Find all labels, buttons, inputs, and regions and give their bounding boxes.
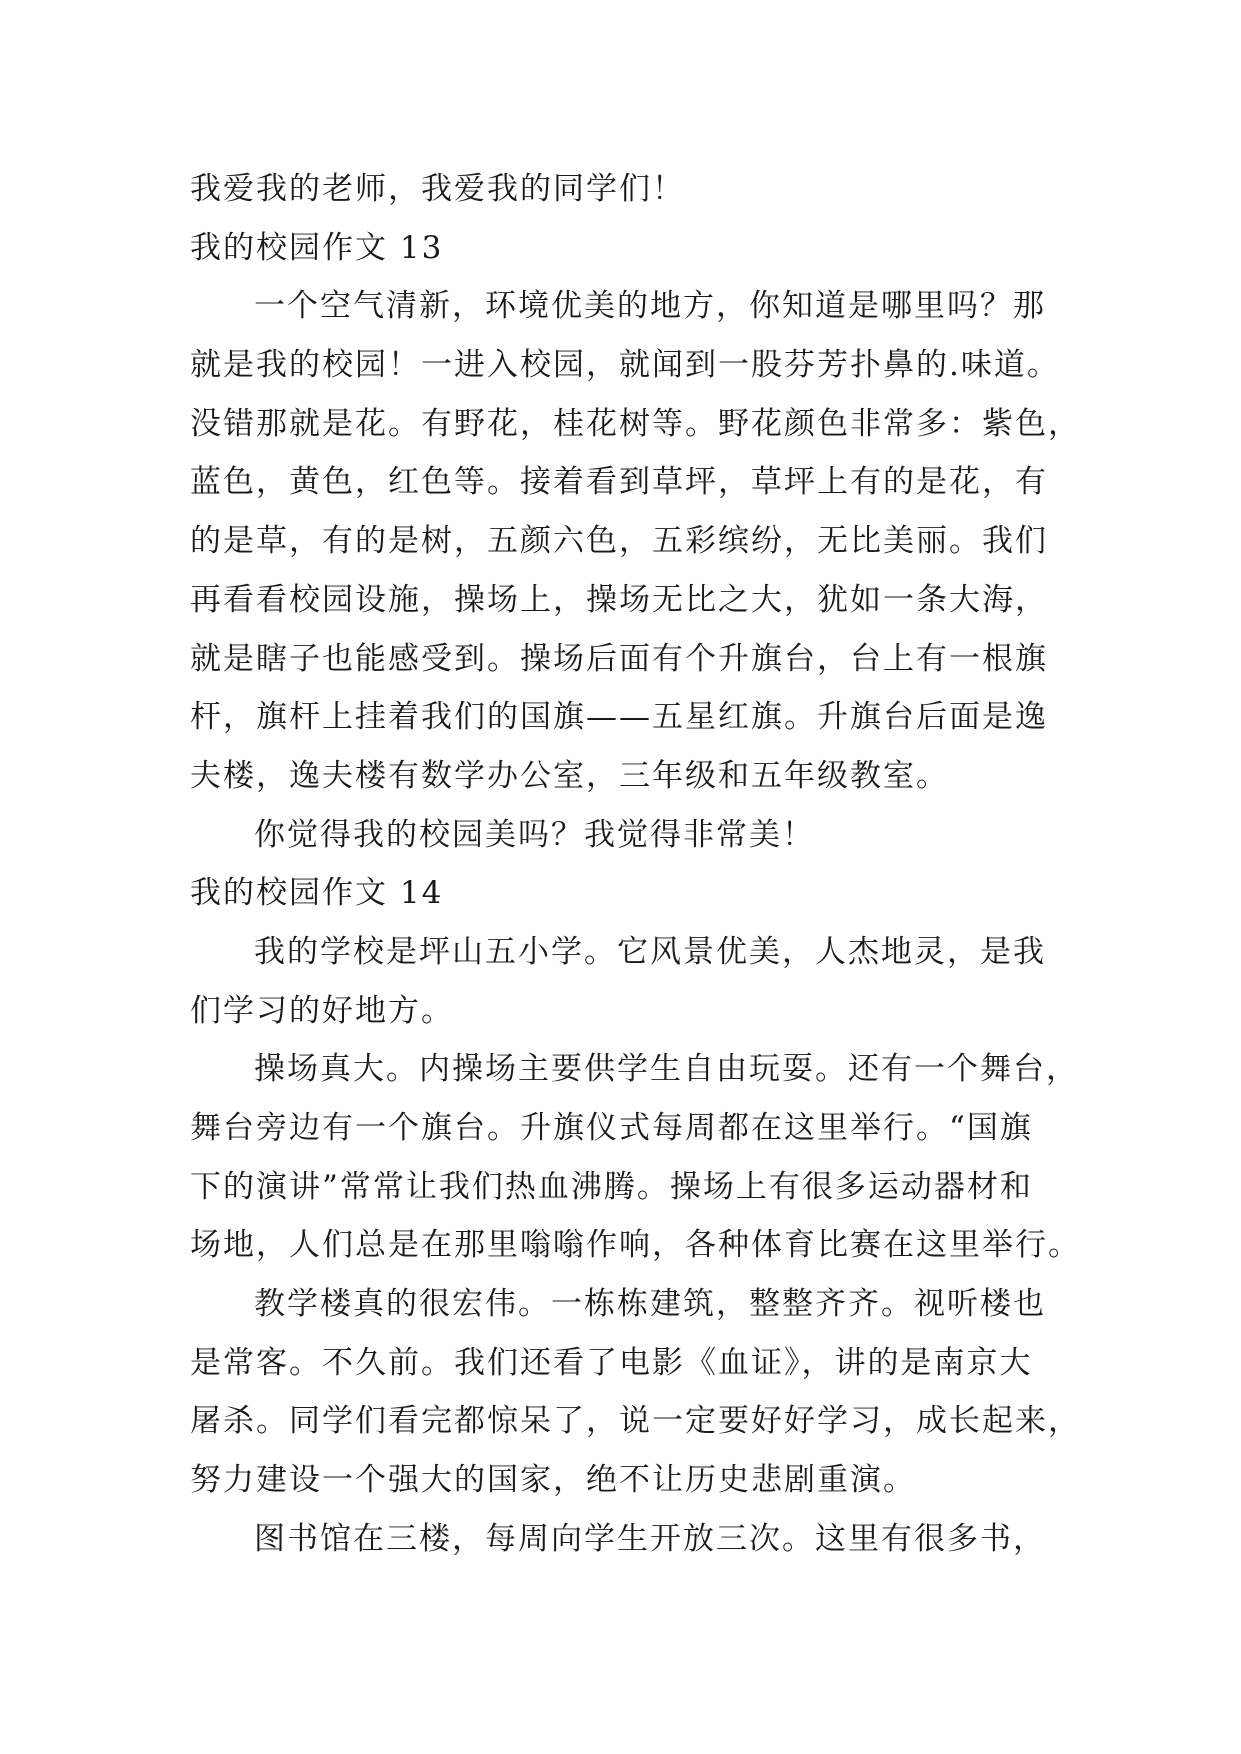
text-line: 教学楼真的很宏伟。一栋栋建筑，整整齐齐。视听楼也 xyxy=(254,1286,1046,1323)
text-line: 们学习的好地方。 xyxy=(190,992,454,1029)
text-line: 我的学校是坪山五小学。它风景优美，人杰地灵，是我 xyxy=(254,933,1046,970)
section-heading: 我的校园作文 14 xyxy=(190,875,444,912)
document-body xyxy=(190,160,1081,1569)
text-line: 我爱我的老师，我爱我的同学们！ xyxy=(190,171,685,207)
text-line: 就是瞎子也能感受到。操场后面有个升旗台，台上有一根旗 xyxy=(190,640,1048,677)
text-line: 夫楼，逸夫楼有数学办公室，三年级和五年级教室。 xyxy=(190,757,949,794)
text-line: 舞台旁边有一个旗台。升旗仪式每周都在这里举行。“国旗 xyxy=(190,1110,1033,1146)
text-line: 蓝色，黄色，红色等。接着看到草坪，草坪上有的是花，有 xyxy=(190,464,1048,501)
text-line: 的是草，有的是树，五颜六色，五彩缤纷，无比美丽。我们 xyxy=(190,523,1048,560)
text-line: 操场真大。内操场主要供学生自由玩耍。还有一个舞台， xyxy=(254,1051,1079,1088)
text-line: 没错那就是花。有野花，桂花树等。野花颜色非常多：紫色， xyxy=(190,405,1081,442)
text-line: 杆，旗杆上挂着我们的国旗——五星红旗。升旗台后面是逸 xyxy=(190,699,1048,736)
text-line: 场地，人们总是在那里嗡嗡作响，各种体育比赛在这里举行。 xyxy=(190,1227,1081,1264)
text-line: 图书馆在三楼，每周向学生开放三次。这里有很多书， xyxy=(254,1520,1046,1557)
text-line: 努力建设一个强大的国家，绝不让历史悲剧重演。 xyxy=(190,1462,916,1499)
text-line: 你觉得我的校园美吗？我觉得非常美！ xyxy=(254,816,815,853)
text-line: 一个空气清新，环境优美的地方，你知道是哪里吗？那 xyxy=(254,288,1046,325)
text-line: 就是我的校园！一进入校园，就闻到一股芬芳扑鼻的.味道。 xyxy=(190,347,1060,384)
text-line: 再看看校园设施，操场上，操场无比之大，犹如一条大海， xyxy=(190,581,1048,618)
text-line: 屠杀。同学们看完都惊呆了，说一定要好好学习，成长起来， xyxy=(190,1403,1081,1440)
text-line: 是常客。不久前。我们还看了电影《血证》，讲的是南京大 xyxy=(190,1344,1033,1381)
section-heading: 我的校园作文 13 xyxy=(190,229,444,266)
text-line: 下的演讲”常常让我们热血沸腾。操场上有很多运动器材和 xyxy=(190,1168,1033,1205)
